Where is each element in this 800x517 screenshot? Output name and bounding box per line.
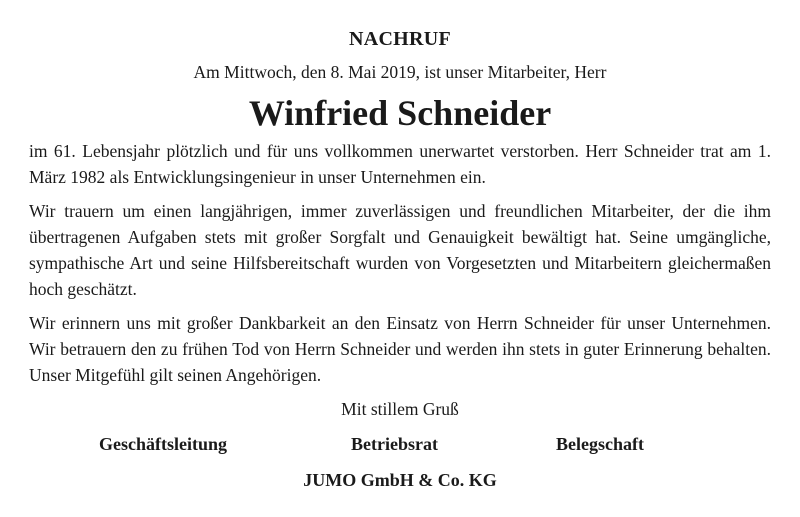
- paragraph-tribute: Wir trauern um einen langjährigen, immer zuverlässigen und freundlichen Mitarbeiter, der die ihm übertragenen Aufgaben stets mit großer Sorgfalt und Genauigkeit bewältigt hat. Seine umgängliche, sympathische Art und seine Hilfsbereitschaft wurden von Vorgesetzten und Mitarbeitern gleichermaßen hoch geschätzt.: [29, 201, 771, 299]
- paragraph-remembrance: Wir erinnern uns mit großer Dankbarkeit an den Einsatz von Herrn Schneider für unser Unternehmen. Wir betrauern den zu frühen Tod von Herrn Schneider und werden ihn stets in guter Erinnerung behalten. Unser Mitgefühl gilt seinen Angehörigen.: [29, 313, 771, 385]
- signers-row: [29, 430, 771, 458]
- paragraph-death-info: im 61. Lebensjahr plötzlich und für uns vollkommen unerwartet verstorben. Herr Schneider trat am 1. März 1982 als Entwicklungsingenieur in unser Unternehmen ein.: [29, 141, 771, 187]
- signer-staff: Belegschaft: [556, 434, 644, 454]
- signer-works-council: Betriebsrat: [351, 434, 438, 454]
- notice-heading: NACHRUF: [348, 28, 452, 50]
- closing-greeting: Mit stillem Gruß: [341, 399, 459, 419]
- company-name: JUMO GmbH & Co. KG: [303, 470, 497, 490]
- signer-management: Geschäftsleitung: [99, 434, 227, 454]
- intro-line: Am Mittwoch, den 8. Mai 2019, ist unser Mitarbeiter, Herr: [193, 62, 607, 82]
- deceased-name: Winfried Schneider: [248, 93, 552, 133]
- obituary-notice: [29, 26, 771, 494]
